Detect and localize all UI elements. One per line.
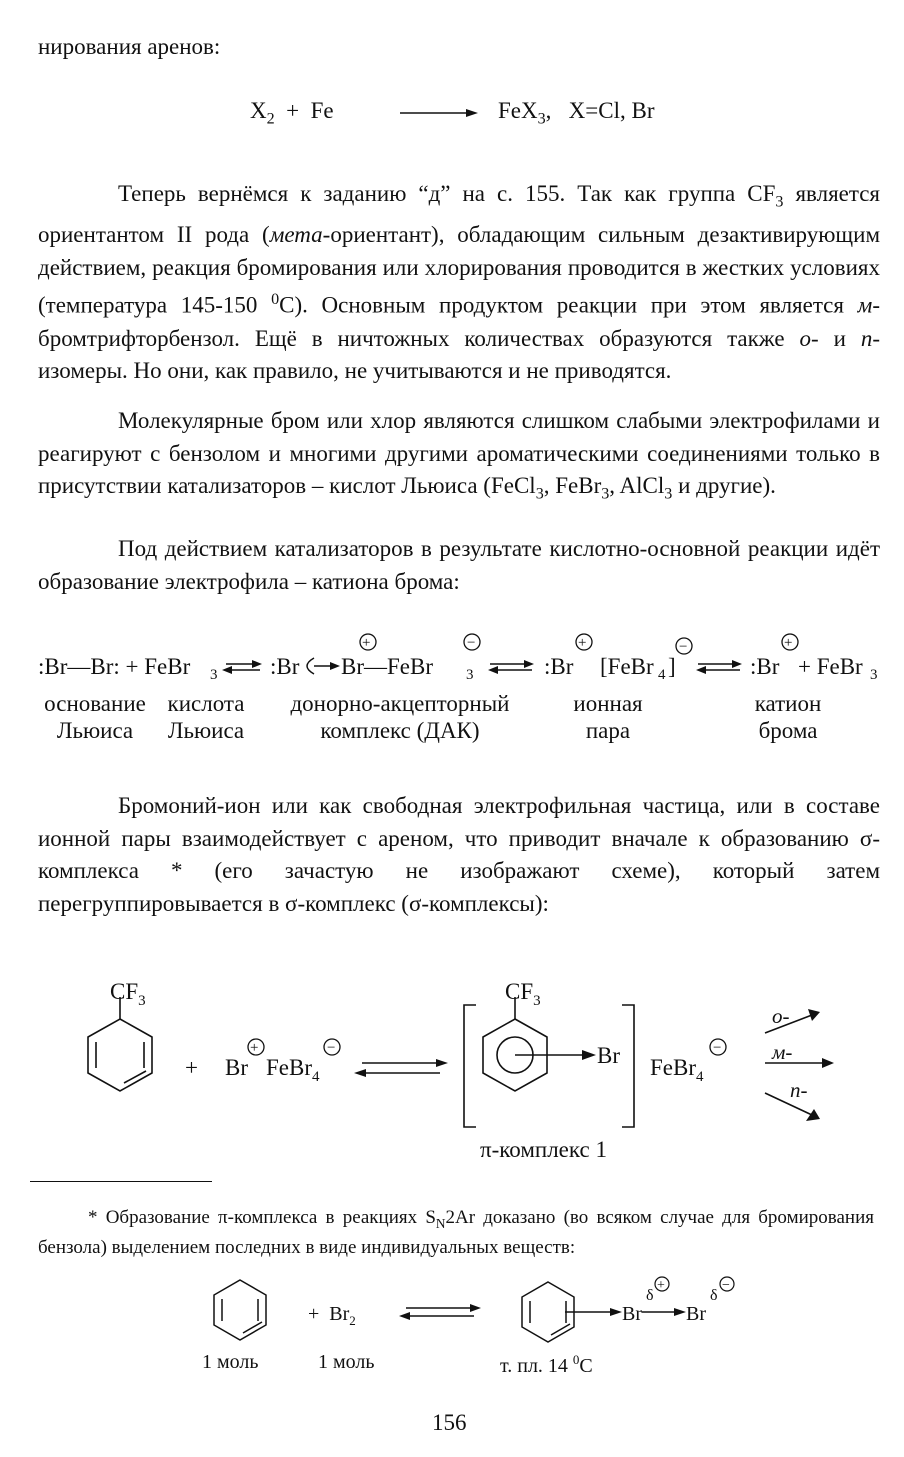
cf3-label-1: $CF_3$ xyxy=(110,979,146,1009)
svg-text:−: − xyxy=(713,1040,722,1056)
bromine-cation: Br xyxy=(225,1055,248,1080)
counter-ion: FeBr$_4$ xyxy=(650,1055,704,1085)
svg-text:Br: Br xyxy=(686,1303,706,1325)
svg-text:[FeBr: [FeBr xyxy=(600,654,654,679)
svg-text:Br: Br xyxy=(622,1303,642,1325)
para-label: п- xyxy=(790,1078,808,1102)
scheme-pi-complex xyxy=(60,975,850,1165)
svg-text:−: − xyxy=(722,1278,730,1293)
equation-right: FeX$_3$, X=Cl, Br xyxy=(498,98,655,128)
cf3-label-2: $CF_3$ xyxy=(505,979,541,1009)
svg-text::Br—Br: + FeBr: :Br—Br: + FeBr xyxy=(38,654,191,679)
svg-text:δ: δ xyxy=(646,1287,654,1304)
svg-text:−: − xyxy=(467,635,476,651)
ortho-label: о- xyxy=(772,1004,790,1028)
svg-text:]: ] xyxy=(668,654,676,679)
svg-text:+: + xyxy=(250,1040,259,1056)
label-donor-acceptor-complex: донорно-акцепторный комплекс (ДАК) xyxy=(290,691,510,743)
equation-left: $X_2 + Fe$ xyxy=(250,98,334,128)
footnote-divider xyxy=(30,1181,212,1182)
plus-sign: + xyxy=(185,1055,198,1080)
label-benzene-mol: 1 моль xyxy=(202,1351,259,1373)
label-br2-mol: 1 моль xyxy=(318,1351,375,1373)
paragraph-orientation: Теперь вернёмся к заданию “д” на с. 155. Так как группа $CF_3$ является ориентантом II рода (мета-ориентант), обладающим сильным дезактивирующим действием, реакция бромирования или хлорирования проводится в жестких условиях (температура 145-150 $^0$С). Основным продуктом реакции при этом является м-бромтрифторбензол. Ещё в ничтожных количествах образуются также о- и п-изомеры. Но они, как правило, не учитываются и не приводятся. xyxy=(38,181,881,384)
svg-text:−: − xyxy=(679,639,688,655)
scheme-equilibria xyxy=(38,628,888,688)
svg-text:+: + xyxy=(657,1278,665,1293)
meta-label: м- xyxy=(772,1040,793,1064)
label-lewis-acid: кислота Льюиса xyxy=(167,691,245,743)
svg-text:Br—FeBr: Br—FeBr xyxy=(341,654,433,679)
svg-text::Br: :Br xyxy=(750,654,780,679)
svg-text::Br: :Br xyxy=(544,654,574,679)
page-number: 156 xyxy=(432,1410,467,1435)
equation-iron-halide xyxy=(250,98,710,134)
svg-text:4: 4 xyxy=(658,667,666,683)
svg-text:3: 3 xyxy=(210,667,218,683)
svg-text:δ: δ xyxy=(710,1287,718,1304)
svg-text:3: 3 xyxy=(870,667,878,683)
footnote: * Образование π-комплекса в реакциях $S_N2Ar$ доказано (во всяком случае для бромирования бензола) выделением последних в виде индивидуальных веществ: xyxy=(38,1207,874,1258)
scheme-benzene-bromine-complex xyxy=(180,1270,770,1390)
paragraph-lewis-acids: Молекулярные бром или хлор являются слишком слабыми электрофилами и реагируют с бензолом и многими другими ароматическими соединениями только в присутствии катализаторов – кислот Льюиса (FeCl$_3$, FeBr$_3$, AlCl$_3$ и другие). xyxy=(38,408,880,503)
melting-point: т. пл. 14 $^0$С xyxy=(500,1352,593,1377)
paragraph-bromonium: Бромоний-ион или как свободная электрофильная частица, или в составе ионной пары взаимодействует с ареном, что приводит вначале к образованию σ-комплекса * (его зачастую не изображают схеме), который затем перегруппировывается в σ-комплекс (σ-комплексы): xyxy=(38,793,880,916)
intro-text: нирования аренов: xyxy=(38,34,221,59)
paragraph-catalysts: Под действием катализаторов в результате кислотно-основной реакции идёт образование электрофила – катиона брома: xyxy=(38,536,880,594)
reaction-arrow xyxy=(400,106,480,120)
complex-br: Br xyxy=(597,1043,620,1068)
plus-br2: + $Br_2$ xyxy=(308,1303,356,1328)
tetrabromoferrate: FeBr$_4$ xyxy=(266,1055,320,1085)
label-bromine-cation: катион брома xyxy=(754,691,822,743)
label-ion-pair: ионная пара xyxy=(573,691,643,743)
svg-text:3: 3 xyxy=(466,667,474,683)
svg-text:+: + xyxy=(784,635,793,651)
scheme-bromine-activation xyxy=(38,628,888,758)
svg-text::Br: :Br xyxy=(270,654,300,679)
svg-text:−: − xyxy=(327,1040,336,1056)
svg-text:+: + xyxy=(578,635,587,651)
pi-complex-caption: π-комплекс 1 xyxy=(480,1137,607,1162)
label-lewis-base: основание Льюиса xyxy=(44,691,146,743)
svg-text:+ FeBr: + FeBr xyxy=(798,654,863,679)
svg-text:+: + xyxy=(362,635,371,651)
